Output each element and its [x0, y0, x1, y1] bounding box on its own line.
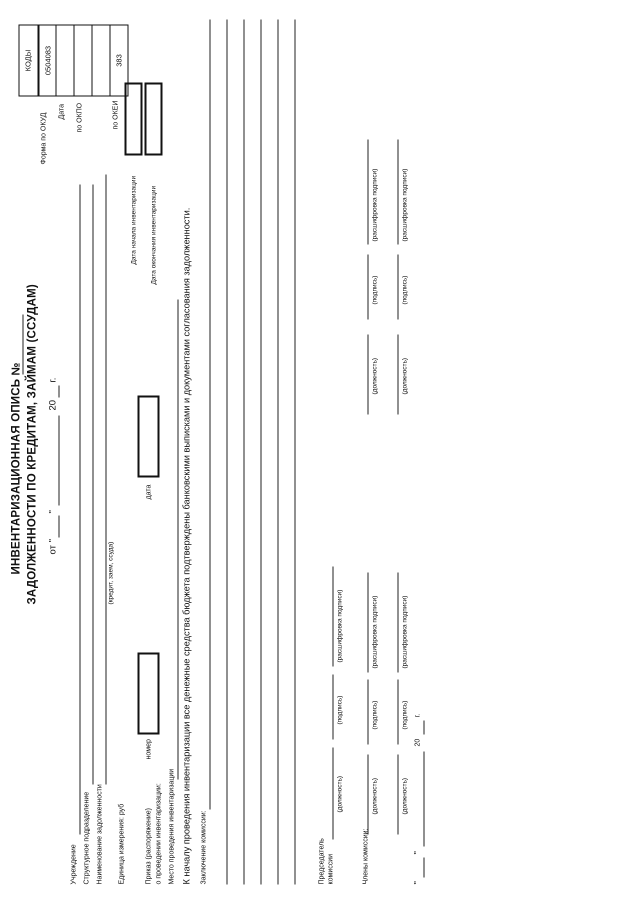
date-code-cell[interactable] — [56, 26, 74, 96]
member3-decoding-line[interactable] — [398, 573, 399, 673]
chairman-signature-line[interactable] — [333, 675, 334, 740]
okpo-label: по ОКПО — [76, 102, 84, 133]
chairman-decoding-line[interactable] — [333, 567, 334, 667]
okei-code-cell: 383 — [110, 26, 128, 96]
debt-name-field[interactable] — [106, 175, 107, 785]
place-label: Место проведения инвентаризации — [168, 768, 176, 885]
inventory-form-page — [1, 0, 640, 905]
conclusion-line-2[interactable] — [227, 20, 228, 885]
member3-signature-line[interactable] — [398, 680, 399, 745]
okei-label: по ОКЕИ — [112, 100, 120, 130]
conclusion-line-1[interactable] — [210, 20, 211, 810]
debt-name-hint: (кредит, заем, ссуда) — [107, 541, 115, 605]
date-code-label: Дата — [58, 103, 66, 120]
order-number-box[interactable] — [138, 653, 160, 735]
member2-decoding-caption: (расшифровка подписи) — [371, 168, 379, 242]
sign-date-quote-close: " — [412, 851, 424, 855]
chairman-signature-caption: (подпись) — [336, 695, 344, 725]
start-date-box[interactable] — [125, 83, 143, 156]
end-date-label: Дата окончания инвентаризации — [150, 185, 158, 285]
chairman-label-1: Председатель — [318, 838, 326, 885]
member1-position-caption: (должность) — [371, 777, 379, 815]
form-title: ИНВЕНТАРИЗАЦИОННАЯ ОПИСЬ № — [10, 362, 23, 575]
order-date-box[interactable] — [138, 396, 160, 478]
conclusion-line-3[interactable] — [244, 20, 245, 885]
sign-date-day-field[interactable] — [424, 858, 425, 878]
member4-position-caption: (должность) — [401, 357, 409, 395]
member4-position-line[interactable] — [398, 335, 399, 415]
member1-decoding-caption: (расшифровка подписи) — [371, 595, 379, 669]
date-day-field[interactable] — [59, 516, 60, 538]
member1-signature-caption: (подпись) — [371, 700, 379, 730]
member4-decoding-line[interactable] — [398, 140, 399, 245]
member2-signature-caption: (подпись) — [371, 275, 379, 305]
member3-signature-caption: (подпись) — [401, 700, 409, 730]
conclusion-label: Заключение комиссии: — [200, 810, 208, 885]
order-label-2: о проведении инвентаризации: — [155, 783, 163, 885]
chairman-position-caption: (должность) — [336, 775, 344, 813]
member4-signature-caption: (подпись) — [401, 275, 409, 305]
chairman-position-line[interactable] — [333, 748, 334, 840]
empty-code-cell[interactable] — [92, 26, 110, 96]
end-date-box[interactable] — [145, 83, 163, 156]
place-field[interactable] — [178, 300, 179, 780]
member1-signature-line[interactable] — [368, 680, 369, 745]
sign-date-year-field[interactable] — [424, 721, 425, 735]
date-year-prefix: 20 — [47, 399, 59, 411]
member2-position-line[interactable] — [368, 335, 369, 415]
conclusion-line-4[interactable] — [261, 20, 262, 885]
okud-label: Форма по ОКУД — [40, 112, 48, 165]
date-year-field[interactable] — [59, 386, 60, 398]
member3-position-caption: (должность) — [401, 777, 409, 815]
chairman-decoding-caption: (расшифровка подписи) — [336, 589, 344, 663]
date-from-label: от " — [47, 539, 59, 555]
member1-decoding-line[interactable] — [368, 573, 369, 673]
date-year-suffix: г. — [47, 377, 59, 383]
sign-date-year-suffix: г. — [414, 713, 422, 718]
institution-field[interactable] — [80, 185, 81, 835]
order-label-1: Приказ (распоряжение) — [145, 807, 153, 885]
member4-signature-line[interactable] — [398, 255, 399, 320]
okpo-code-cell[interactable] — [74, 26, 92, 96]
division-label: Структурное подразделение — [83, 791, 91, 885]
conclusion-line-6[interactable] — [295, 20, 296, 885]
division-field[interactable] — [93, 185, 94, 785]
member2-signature-line[interactable] — [368, 255, 369, 320]
sign-date-month-field[interactable] — [424, 752, 425, 847]
unit-label: Единица измерения: руб — [118, 803, 126, 885]
institution-label: Учреждение — [70, 844, 78, 885]
members-label: Члены комиссии: — [362, 828, 370, 885]
order-number-label: номер — [145, 739, 153, 760]
start-date-label: Дата начала инвентаризации — [130, 175, 138, 265]
member4-decoding-caption: (расшифровка подписи) — [401, 168, 409, 242]
date-quote: " — [47, 510, 59, 514]
date-month-field[interactable] — [59, 416, 60, 506]
chairman-label-2: комиссии — [327, 853, 335, 885]
codes-table — [19, 25, 129, 97]
statement-text: К началу проведения инвентаризации все денежные средства бюджета подтверждены банковскими выписками и документами согласования задолженности. — [181, 207, 192, 885]
member2-position-caption: (должность) — [371, 357, 379, 395]
order-date-label: дата — [145, 484, 153, 500]
form-number-line — [23, 315, 24, 375]
debt-name-label: Наименование задолженности — [96, 784, 104, 885]
sign-date-quote-open: " — [412, 881, 424, 885]
member3-position-line[interactable] — [398, 755, 399, 835]
codes-header: КОДЫ — [23, 49, 33, 72]
member2-decoding-line[interactable] — [368, 140, 369, 245]
sign-date-year-prefix: 20 — [414, 738, 422, 747]
form-subtitle: ЗАДОЛЖЕННОСТИ ПО КРЕДИТАМ, ЗАЙМАМ (ССУДАМ) — [26, 284, 39, 605]
conclusion-line-5[interactable] — [278, 20, 279, 885]
okud-code-cell: 0504083 — [38, 26, 56, 96]
member1-position-line[interactable] — [368, 755, 369, 835]
member3-decoding-caption: (расшифровка подписи) — [401, 595, 409, 669]
